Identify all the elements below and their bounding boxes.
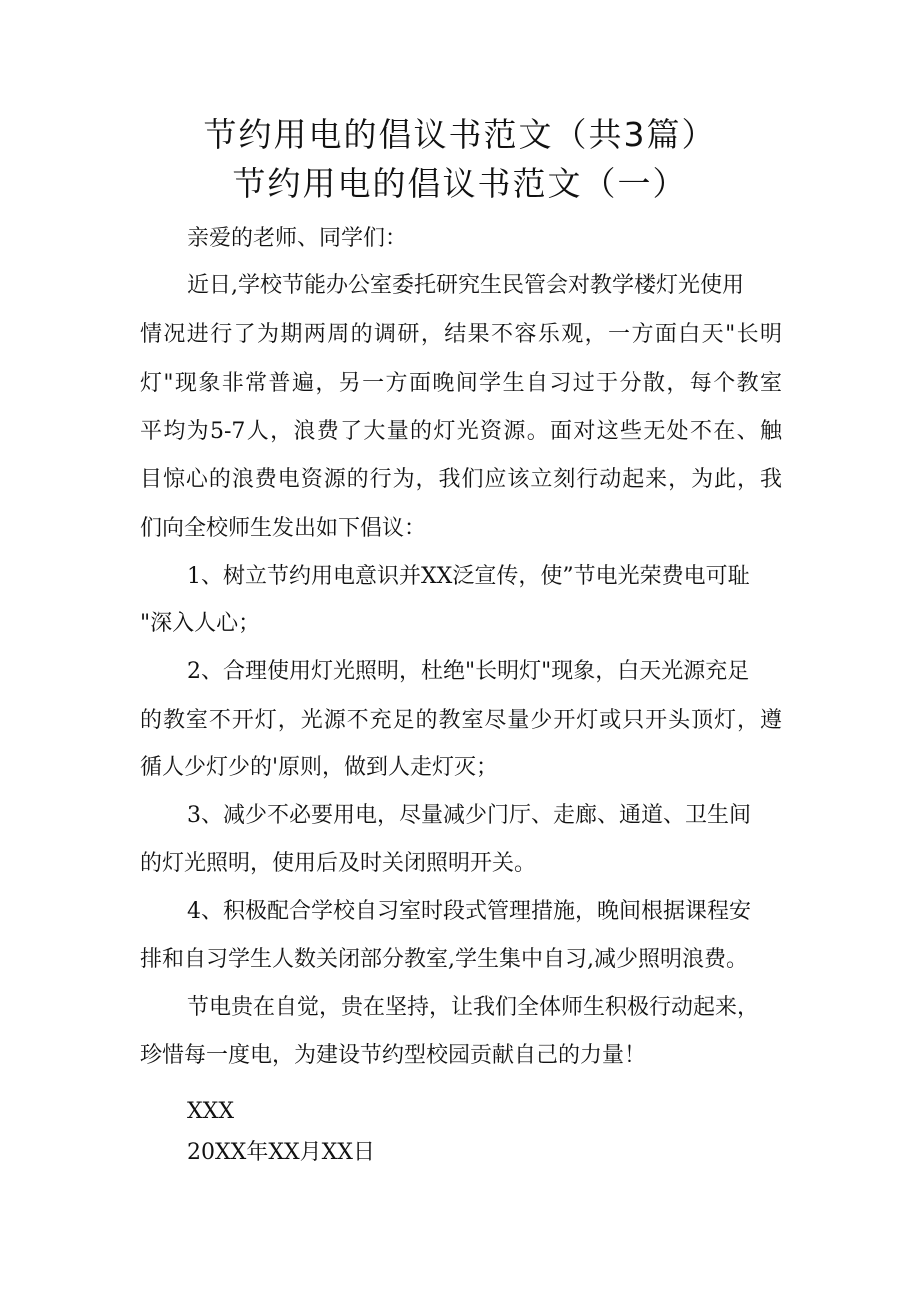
closing-line: 珍惜每一度电，为建设节约型校园贡献自己的力量！ <box>140 1043 647 1068</box>
item3-line: 的灯光照明，使用后及时关闭照明开关。 <box>140 851 537 876</box>
para1-line: 近日,学校节能办公室委托研究生民管会对教学楼灯光使用 <box>187 273 744 298</box>
item1-line: 1、树立节约用电意识并XX泛宣传，使”节电光荣费电可耻 <box>187 564 750 589</box>
item1-line: "深入人心； <box>140 611 261 636</box>
date: 20XX年XX月XX日 <box>187 1140 375 1165</box>
signature: XXX <box>187 1099 234 1124</box>
item4-line: 4、积极配合学校自习室时段式管理措施，晚间根据课程安 <box>187 899 751 924</box>
para1-line: 灯"现象非常普遍，另一方面晚间学生自习过于分散，每个教室 <box>140 371 782 396</box>
para1-line: 情况进行了为期两周的调研，结果不容乐观，一方面白天"长明 <box>140 322 782 347</box>
para1-line: 们向全校师生发出如下倡议： <box>140 516 427 541</box>
item2-line: 循人少灯少的'原则，做到人走灯灭； <box>140 755 499 780</box>
document-title: 节约用电的倡议书范文（共3篇） <box>203 115 717 154</box>
closing-line: 节电贵在自觉，贵在坚持，让我们全体师生积极行动起来， <box>187 995 760 1020</box>
item3-line: 3、减少不必要用电，尽量减少门厅、走廊、通道、卫生间 <box>187 803 751 828</box>
document-subtitle: 节约用电的倡议书范文（一） <box>232 164 688 203</box>
salutation: 亲爱的老师、同学们： <box>187 226 408 251</box>
para1-line: 目惊心的浪费电资源的行为，我们应该立刻行动起来，为此，我 <box>140 467 782 492</box>
item2-line: 的教室不开灯，光源不充足的教室尽量少开灯或只开头顶灯，遵 <box>140 708 782 733</box>
item2-line: 2、合理使用灯光照明，杜绝"长明灯"现象，白天光源充足 <box>187 659 750 684</box>
para1-line: 平均为5-7人，浪费了大量的灯光资源。面对这些无处不在、触 <box>140 419 782 444</box>
item4-line: 排和自习学生人数关闭部分教室,学生集中自习,减少照明浪费。 <box>140 947 748 972</box>
